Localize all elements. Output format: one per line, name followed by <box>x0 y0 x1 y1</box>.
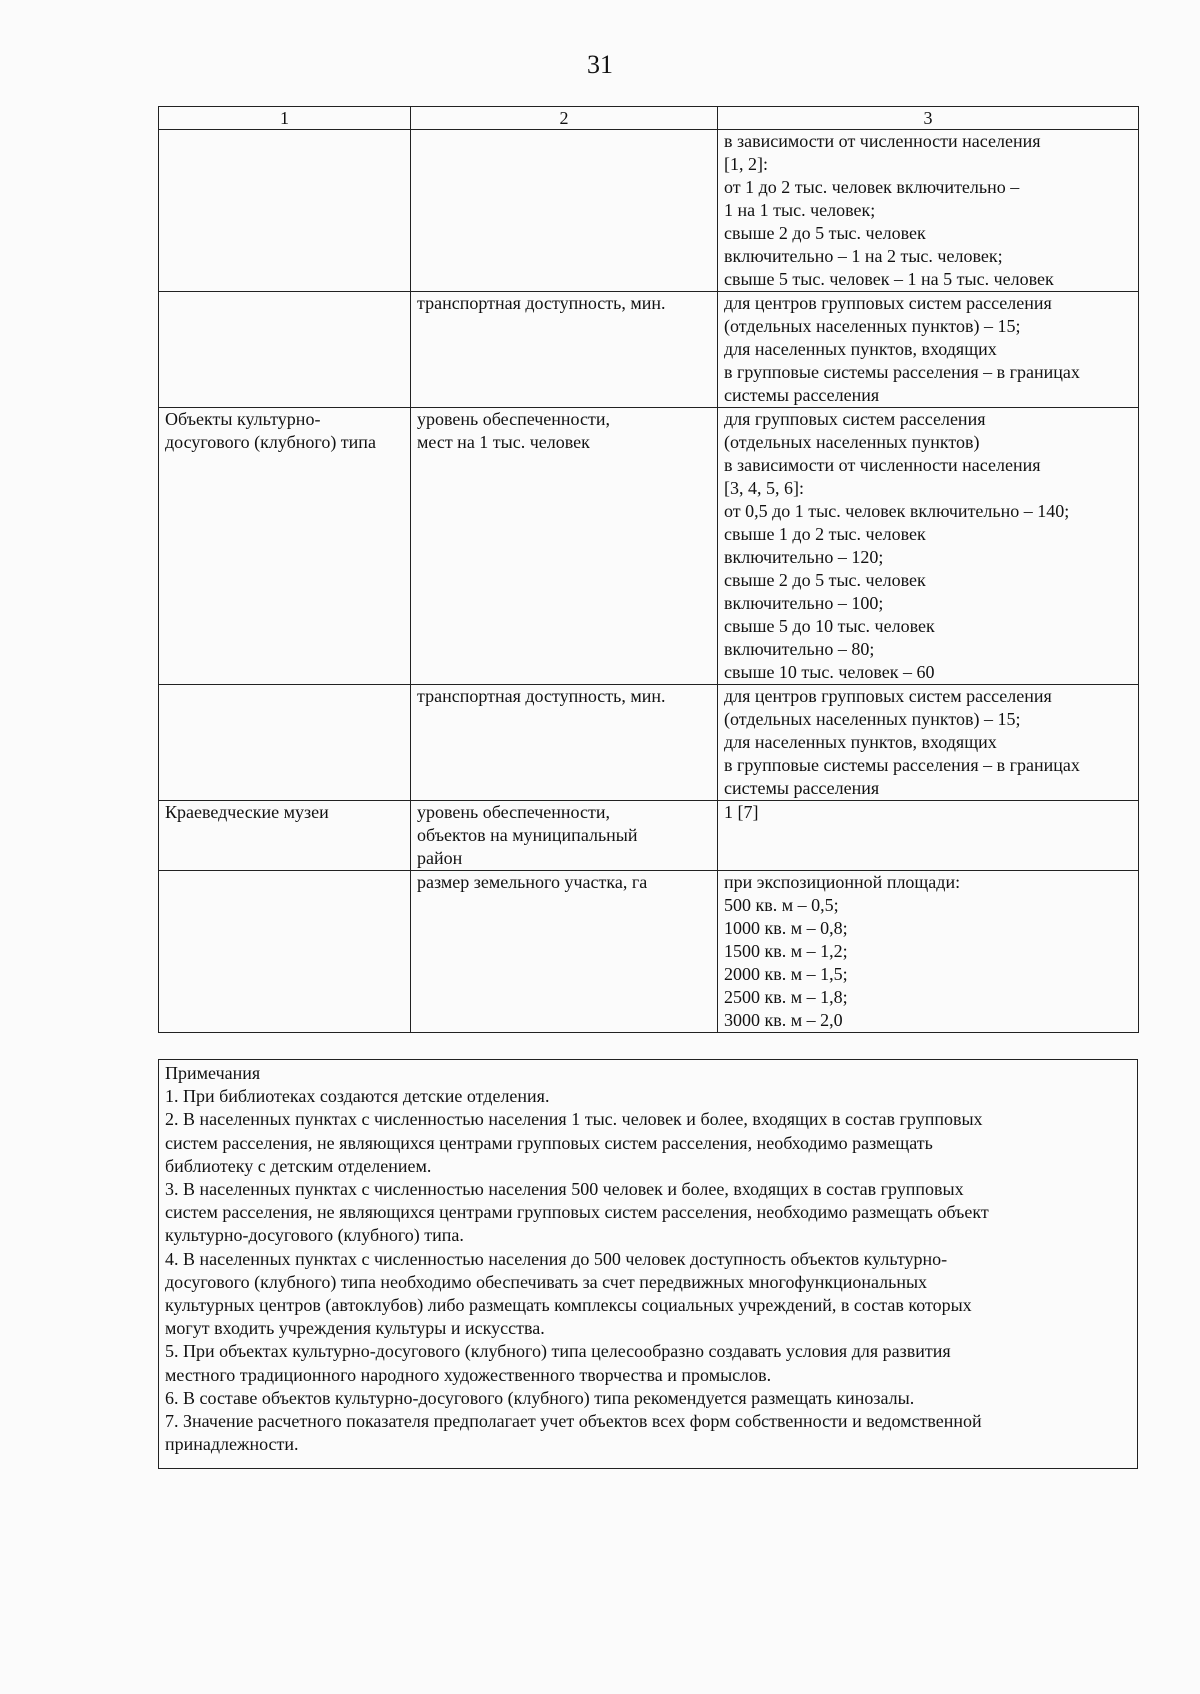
text-line: 2. В населенных пунктах с численностью населения 1 тыс. человек и более, входящих в состав групповых <box>165 1109 983 1130</box>
text-line: в групповые системы расселения – в границах <box>724 755 1080 775</box>
text-line: при экспозиционной площади: <box>724 872 961 892</box>
table-header-row <box>159 107 1139 130</box>
text-line: 3. В населенных пунктах с численностью населения 500 человек и более, входящих в состав групповых <box>165 1179 964 1200</box>
text-line: культурно-досугового (клубного) типа. <box>165 1225 464 1246</box>
text-line: 3000 кв. м – 2,0 <box>724 1010 843 1030</box>
text-line: досугового (клубного) типа <box>165 432 376 452</box>
text-line: 6. В составе объектов культурно-досугового (клубного) типа рекомендуется размещать кинозалы. <box>165 1387 915 1408</box>
text-line: систем расселения, не являющихся центрами групповых систем расселения, необходимо размещать объект <box>165 1202 989 1223</box>
text-line: размер земельного участка, га <box>417 872 648 892</box>
cell-object <box>159 130 411 292</box>
cell-value <box>718 130 1139 292</box>
text-line: 1000 кв. м – 0,8; <box>724 918 848 938</box>
table-row <box>159 130 1139 292</box>
cell-indicator <box>411 292 718 408</box>
cell-value <box>718 685 1139 801</box>
cell-object <box>159 685 411 801</box>
table-row <box>159 685 1139 801</box>
text-line: включительно – 80; <box>724 639 875 659</box>
page-number: 31 <box>587 50 613 79</box>
cell-value <box>718 801 1139 871</box>
cell-indicator <box>411 408 718 685</box>
text-line: культурных центров (автоклубов) либо размещать комплексы социальных учреждений, в состав которых <box>165 1295 972 1316</box>
text-line: 7. Значение расчетного показателя предполагает учет объектов всех форм собственности и ведомственной <box>165 1411 982 1432</box>
text-line: могут входить учреждения культуры и искусства. <box>165 1318 545 1339</box>
cell-object <box>159 408 411 685</box>
text-line: в зависимости от численности населения <box>724 455 1041 475</box>
table-row <box>159 801 1139 871</box>
column-header-3: 3 <box>718 107 1139 130</box>
text-line: библиотеку с детским отделением. <box>165 1155 432 1176</box>
text-line: 2500 кв. м – 1,8; <box>724 987 848 1007</box>
text-line: принадлежности. <box>165 1434 299 1455</box>
text-line: транспортная доступность, мин. <box>417 293 666 313</box>
text-line: (отдельных населенных пунктов) – 15; <box>724 316 1021 336</box>
text-line: 4. В населенных пунктах с численностью населения до 500 человек доступность объектов культурно- <box>165 1248 948 1269</box>
text-line: в групповые системы расселения – в границах <box>724 362 1080 382</box>
table-row <box>159 292 1139 408</box>
text-line: для центров групповых систем расселения <box>724 686 1052 706</box>
text-line: (отдельных населенных пунктов) – 15; <box>724 709 1021 729</box>
text-line: досугового (клубного) типа необходимо обеспечивать за счет передвижных многофункциональных <box>165 1271 928 1292</box>
text-line: включительно – 120; <box>724 547 884 567</box>
text-line: 5. При объектах культурно-досугового (клубного) типа целесообразно создавать условия для развития <box>165 1341 951 1362</box>
text-line: для центров групповых систем расселения <box>724 293 1052 313</box>
text-line: включительно – 100; <box>724 593 884 613</box>
text-line: для населенных пунктов, входящих <box>724 732 997 752</box>
text-line: от 1 до 2 тыс. человек включительно – <box>724 177 1020 197</box>
notes-box <box>158 1059 1138 1469</box>
text-line: для групповых систем расселения <box>724 409 986 429</box>
text-line: [1, 2]: <box>724 154 768 174</box>
text-line: систем расселения, не являющихся центрами групповых систем расселения, необходимо размещать <box>165 1132 933 1153</box>
column-header-2: 2 <box>411 107 718 130</box>
text-line: уровень обеспеченности, <box>417 409 610 429</box>
text-line: местного традиционного народного художественного творчества и промыслов. <box>165 1364 772 1385</box>
text-line: мест на 1 тыс. человек <box>417 432 590 452</box>
cell-indicator <box>411 871 718 1033</box>
text-line: район <box>417 848 463 868</box>
text-line: объектов на муниципальный <box>417 825 638 845</box>
text-line: свыше 2 до 5 тыс. человек <box>724 570 926 590</box>
text-line: для населенных пунктов, входящих <box>724 339 997 359</box>
table-row <box>159 408 1139 685</box>
cell-value <box>718 292 1139 408</box>
text-line: [3, 4, 5, 6]: <box>724 478 804 498</box>
text-line: в зависимости от численности населения <box>724 131 1041 151</box>
cell-indicator <box>411 801 718 871</box>
text-line: уровень обеспеченности, <box>417 802 610 822</box>
text-line: системы расселения <box>724 778 880 798</box>
cell-object <box>159 801 411 871</box>
text-line: свыше 1 до 2 тыс. человек <box>724 524 926 544</box>
text-line: 1. При библиотеках создаются детские отделения. <box>165 1086 550 1107</box>
text-line: свыше 5 до 10 тыс. человек <box>724 616 935 636</box>
text-line: системы расселения <box>724 385 880 405</box>
text-line: Краеведческие музеи <box>165 802 329 822</box>
text-line: свыше 10 тыс. человек – 60 <box>724 662 935 682</box>
standards-table <box>158 106 1139 1033</box>
cell-value <box>718 408 1139 685</box>
text-line: 1500 кв. м – 1,2; <box>724 941 848 961</box>
text-line: транспортная доступность, мин. <box>417 686 666 706</box>
cell-indicator <box>411 130 718 292</box>
text-line: свыше 5 тыс. человек – 1 на 5 тыс. человек <box>724 269 1054 289</box>
text-line: 1 [7] <box>724 802 759 822</box>
text-line: Примечания <box>165 1063 261 1083</box>
text-line: включительно – 1 на 2 тыс. человек; <box>724 246 1003 266</box>
text-line: 500 кв. м – 0,5; <box>724 895 839 915</box>
cell-indicator <box>411 685 718 801</box>
text-line: от 0,5 до 1 тыс. человек включительно – 140; <box>724 501 1070 521</box>
text-line: свыше 2 до 5 тыс. человек <box>724 223 926 243</box>
text-line: (отдельных населенных пунктов) <box>724 432 980 452</box>
column-header-1: 1 <box>159 107 411 130</box>
table-row <box>159 871 1139 1033</box>
text-line: Объекты культурно- <box>165 409 321 429</box>
text-line: 2000 кв. м – 1,5; <box>724 964 848 984</box>
cell-object <box>159 871 411 1033</box>
cell-object <box>159 292 411 408</box>
cell-value <box>718 871 1139 1033</box>
text-line: 1 на 1 тыс. человек; <box>724 200 876 220</box>
